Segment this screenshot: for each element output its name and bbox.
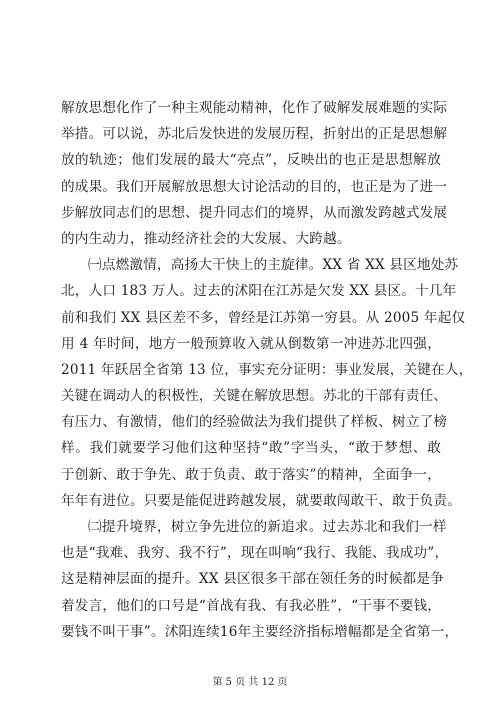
text-line-10: 用 4 年时间，地方一般预算收入就从倒数第一冲进苏北四强， [61, 335, 441, 352]
text-line-13: 有压力、有激情，他们的经验做法为我们提供了样板、树立了榜 [61, 414, 448, 431]
text-line-6: 的内生动力，推动经济社会的大发展、大跨越。 [61, 230, 351, 247]
text-line-21: 要钱不叫干事”。沭阳连续16年主要经济指标增幅都是全省第一， [61, 623, 459, 640]
text-line-20: 着发言，他们的口号是“首战有我、有我必胜”，“干事不要钱， [61, 597, 442, 614]
page-number-footer: 第 5 页 共 12 页 [212, 677, 288, 688]
text-line-8: 北，人口 183 万人。过去的沭阳在江苏是欠发 XX 县区。十几年 [61, 283, 457, 300]
text-line-3: 放的轨迹；他们发展的最大“亮点”，反映出的也正是思想解放 [61, 152, 441, 169]
text-line-18: 也是“我难、我穷、我不行”，现在叫响“我行、我能、我成功”， [61, 545, 449, 562]
body-text [61, 95, 473, 645]
text-line-19: 这是精神层面的提升。XX 县区很多干部在领任务的时候都是争 [61, 571, 444, 588]
text-line-4: 的成果。我们开展解放思想大讨论活动的目的，也正是为了进一 [61, 178, 448, 195]
text-line-9: 前和我们 XX 县区差不多，曾经是江苏第一穷县。从 2005 年起仅 [61, 309, 466, 326]
text-line-16: 年年有进位。只要是能促进跨越发展，就要敢闯敢干、敢于负责。 [61, 492, 462, 509]
text-line-5: 步解放同志们的思想、提升同志们的境界，从而激发跨越式发展 [61, 204, 448, 221]
section-heading-2: ㈡提升境界，树立争先进位的新追求。过去苏北和我们一样 [88, 519, 447, 535]
section-heading-1: ㈠点燃激情，高扬大干快上的主旋律。XX 省 XX 县区地处苏 [88, 257, 459, 274]
text-line-2: 举措。可以说，苏北后发快进的发展历程，折射出的正是思想解 [61, 126, 448, 143]
text-line-12: 关键在调动人的积极性，关键在解放思想。苏北的干部有责任、 [61, 388, 448, 405]
text-line-11: 2011 年跃居全省第 13 位，事实充分证明：事业发展，关键在人， [61, 361, 473, 378]
text-line-1: 解放思想化作了一种主观能动精神，化作了破解发展难题的实际 [61, 100, 448, 116]
text-line-14: 样。我们就要学习他们这种坚持“敢”字当头，“敢于梦想、敢 [61, 440, 441, 457]
text-line-15: 于创新、敢于争先、敢于负责、敢于落实”的精神，全面争一， [61, 466, 441, 483]
